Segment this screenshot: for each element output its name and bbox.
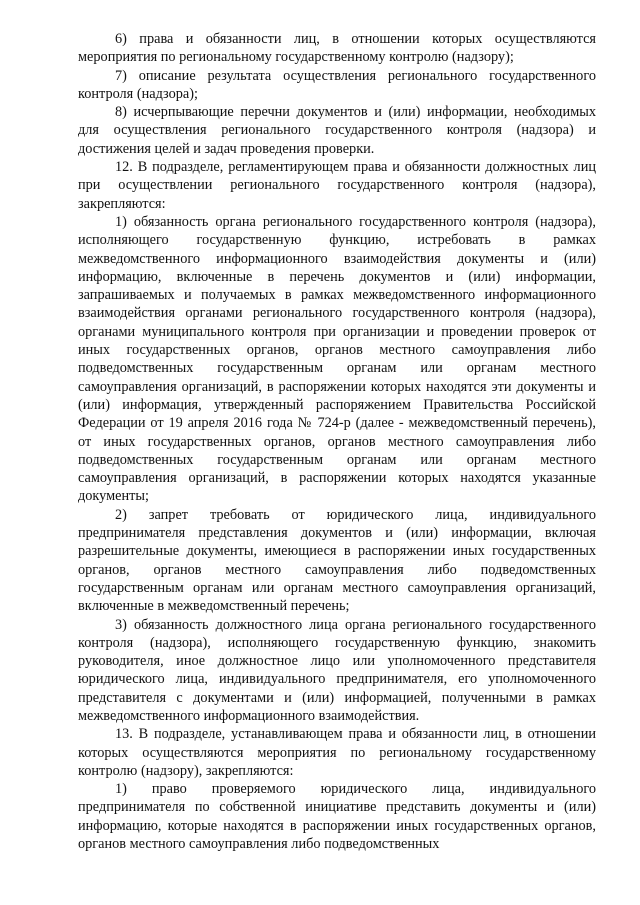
- paragraph-item-6-rights: 6) права и обязанности лиц, в отношении которых осуществляются мероприятия по региональному государственному контролю (надзору);: [78, 31, 596, 66]
- paragraph-12-item-2: 2) запрет требовать от юридического лица, индивидуального предпринимателя представления документов и (или) информации, включая разрешительные документы, имеющиеся в распоряжении иных государственных органов, органов местного самоуправления либо подведомственных государственным органам или органам местного самоуправления организаций, включенные в межведомственный перечень;: [78, 506, 596, 615]
- paragraph-13-item-1: 1) право проверяемого юридического лица, индивидуального предпринимателя по собственной инициативе представить документы и (или) информацию, которые находятся в распоряжении иных государственных органов, органов местного самоуправления либо подведомственных: [78, 781, 596, 853]
- paragraph-item-8-documents: 8) исчерпывающие перечни документов и (или) информации, необходимых для осуществления регионального государственного контроля (надзора) и достижения целей и задач проведения проверки.: [78, 104, 596, 157]
- document-page: [78, 30, 596, 853]
- paragraph-section-13: 13. В подразделе, устанавливающем права и обязанности лиц, в отношении которых осуществляются мероприятия по региональному государственному контролю (надзору), закрепляются:: [78, 726, 596, 779]
- paragraph-12-item-3: 3) обязанность должностного лица органа регионального государственного контроля (надзора), исполняющего государственную функцию, знакомить руководителя, иное должностное лицо или уполномоченного представителя юридического лица, индивидуального предпринимателя, его уполномоченного представителя с документами и (или) информацией, полученными в рамках межведомственного информационного взаимодействия.: [78, 616, 596, 724]
- paragraph-12-item-1: 1) обязанность органа регионального государственного контроля (надзора), исполняющего государственную функцию, истребовать в рамках межведомственного информационного взаимодействия документы и (или) информацию, включенные в перечень документов и (или) информации, запрашиваемых и получаемых в рамках межведомственного информационного взаимодействия органами регионального государственного контроля (надзора), органами муниципального контроля при организации и проведении проверок от иных государственных органов, органов местного самоуправления либо подведомственных государственным органам или органам местного самоуправления организаций, в распоряжении которых находятся эти документы и (или) информация, утвержденный распоряжением Правительства Российской Федерации от 19 апреля 2016 года № 724-р (далее - межведомственный перечень), от иных государственных органов, органов местного самоуправления либо подведомственных государственным органам или органам местного самоуправления организаций, в распоряжении которых находятся указанные документы;: [78, 213, 596, 505]
- paragraph-item-7-result: 7) описание результата осуществления регионального государственного контроля (надзора);: [78, 67, 596, 102]
- paragraph-section-12: 12. В подразделе, регламентирующем права и обязанности должностных лиц при осуществлении регионального государственного контроля (надзора), закрепляются:: [78, 159, 596, 212]
